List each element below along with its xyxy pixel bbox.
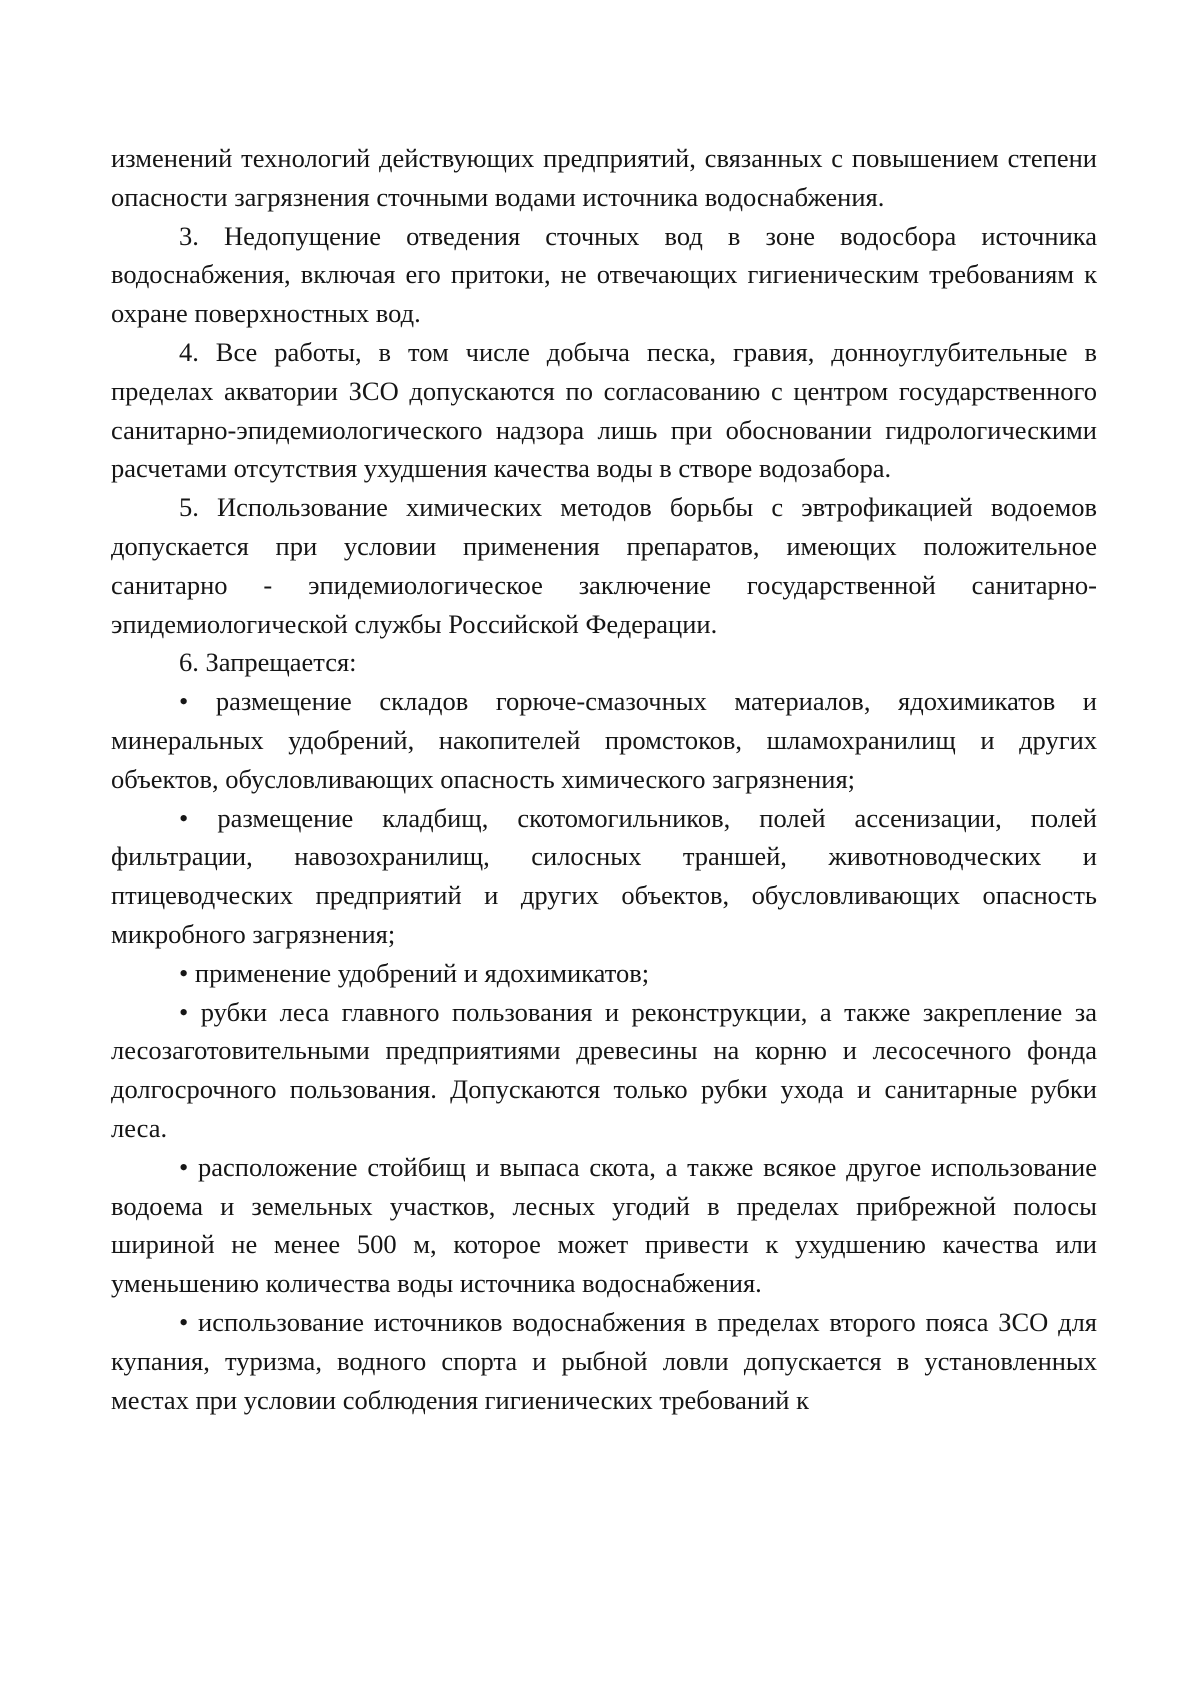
bullet-item-recreation: • использование источников водоснабжения в пределах второго пояса ЗСО для купания, туризма, водного спорта и рыбной ловли допускается в установленных местах при условии соблюдения гигиенических требований к xyxy=(111,1306,1097,1415)
paragraph-item-5: 5. Использование химических методов борьбы с эвтрофикацией водоемов допускается при условии применения препаратов, имеющих положительное санитарно - эпидемиологическое заключение государственной санитарно-эпидемиологической службы Российской Федерации. xyxy=(111,492,1097,639)
paragraph-item-4: 4. Все работы, в том числе добыча песка, гравия, донноуглубительные в пределах акватории ЗСО допускаются по согласованию с центром государственного санитарно-эпидемиологического надзора лишь при обосновании гидрологическими расчетами отсутствия ухудшения качества воды в створе водозабора. xyxy=(111,336,1097,484)
bullet-item-logging: • рубки леса главного пользования и реконструкции, а также закрепление за лесозаготовительными предприятиями древесины на корню и лесосечного фонда долгосрочного пользования. Допускаются только рубки ухода и санитарные рубки леса. xyxy=(111,996,1097,1143)
bullet-item-fertilizers: • применение удобрений и ядохимикатов; xyxy=(179,957,650,988)
paragraph-continuation: изменений технологий действующих предприятий, связанных с повышением степени опасности загрязнения сточными водами источника водоснабжения. xyxy=(111,143,1097,212)
paragraph-item-6-heading: 6. Запрещается: xyxy=(179,647,357,678)
paragraph-item-3: 3. Недопущение отведения сточных вод в зоне водосбора источника водоснабжения, включая его притоки, не отвечающих гигиеническим требованиям к охране поверхностных вод. xyxy=(111,220,1097,329)
bullet-item-grazing: • расположение стойбищ и выпаса скота, а также всякое другое использование водоема и земельных участков, лесных угодий в пределах прибрежной полосы шириной не менее 500 м, которое может привести к ухудшению качества или уменьшению количества воды источника водоснабжения. xyxy=(111,1151,1097,1299)
bullet-item-microbial-objects: • размещение кладбищ, скотомогильников, полей ассенизации, полей фильтрации, навозохранилищ, силосных траншей, животноводческих и птицеводческих предприятий и других объектов, обусловливающих опасность микробного загрязнения; xyxy=(111,802,1097,949)
bullet-item-chemical-storage: • размещение складов горюче-смазочных материалов, ядохимикатов и минеральных удобрений, накопителей промстоков, шламохранилищ и других объектов, обусловливающих опасность химического загрязнения; xyxy=(111,686,1097,794)
